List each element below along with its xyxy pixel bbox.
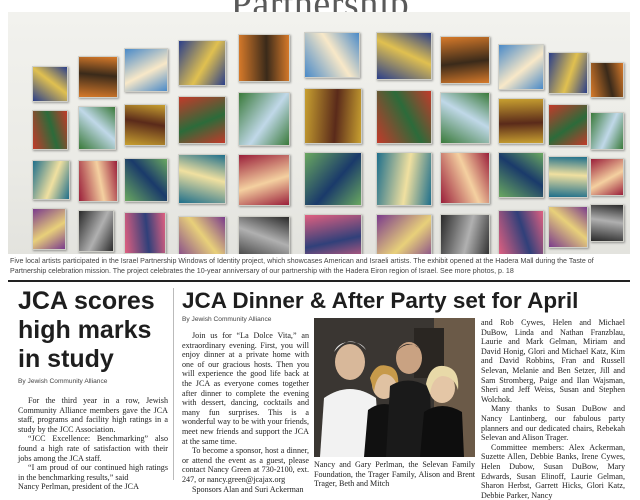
artwork-tile <box>440 36 490 84</box>
artwork-tile <box>124 212 166 254</box>
paragraph: and Rob Cywes, Helen and Michael DuBow, Linda and Nathan Franzblau, Laurie and Mark Gelman, Miriam and David Honig, Glori and Michael Katz, Kim and David Robbins, Fran and Russell Selevan, Melanie and Ben Setzer, Jill and Sam Stromberg, Paige and Ilan Wajsman, Sheri and Jeff Weiss, Susan and Stephen Wolchok. <box>481 318 625 404</box>
artwork-tile <box>304 152 362 206</box>
artwork-tile <box>440 214 490 254</box>
artwork-tile <box>498 98 544 144</box>
paragraph: For the third year in a row, Jewish Community Alliance members gave the JCA staff, programs and facility high ratings in a study by the JCC Association. <box>18 396 168 434</box>
artwork-tile <box>32 208 66 250</box>
artwork-tile <box>304 32 360 78</box>
paragraph: Committee members: Alex Ackerman, Suzette Allen, Debbie Banks, Irene Cywes, Helen Dubow, Susan DuBow, Mary Edwards, Susan Elinoff, Laurie Gelman, Sharon Herbst, Garrett Hicks, Glori Katz, Debbie Parker, Nancy <box>481 442 625 500</box>
artwork-tile <box>178 96 226 144</box>
artwork-tile <box>78 106 116 150</box>
artwork-tile <box>548 156 588 198</box>
artwork-tile <box>440 92 490 144</box>
artwork-tile <box>238 216 290 254</box>
artwork-tile <box>32 160 70 200</box>
paragraph: “JCC Excellence: Benchmarking” also found a high rate of satisfaction with their jobs among the JCA staff. <box>18 434 168 463</box>
paragraph: Join us for “La Dolce Vita,” an extraordinary evening. First, you will enjoy dinner at a private home with one of our gracious hosts. Then you will experience the good life back at the JCA as everyone comes together after dinner to complete the evening with dessert, dancing, cocktails and many fun surprises. This is a wonderful way to be with your friends, meet new friends and support the JCA at the same time. <box>182 331 309 446</box>
artwork-tile <box>124 158 168 202</box>
artwork-tile <box>376 32 432 80</box>
artwork-tile <box>590 112 624 150</box>
artwork-tile <box>590 204 624 242</box>
paragraph: “I am proud of our continued high ratings in the benchmarking results,” said <box>18 463 168 482</box>
byline-right: By Jewish Community Alliance <box>182 316 272 323</box>
artwork-tile <box>376 214 432 254</box>
artwork-tile <box>498 210 544 254</box>
artwork-tile <box>590 158 624 196</box>
artwork-tile <box>304 214 362 254</box>
artwork-tile <box>376 90 432 144</box>
artwork-tile <box>178 154 226 204</box>
artwork-tile <box>238 154 290 206</box>
column-divider <box>173 288 174 480</box>
event-hosts-photo <box>314 318 475 457</box>
event-photo-caption: Nancy and Gary Perlman, the Selevan Family Foundation, the Trager Family, Alison and Brent Trager, Beth and Mitch <box>314 460 475 489</box>
paragraph: To become a sponsor, host a dinner, or attend the event as a guest, please contact Nancy Green at 730-2100, ext. 247, or nancy.green@jcajax.org <box>182 446 309 484</box>
left-article-body <box>18 396 168 492</box>
artwork-tile <box>498 152 544 198</box>
artwork-tile <box>548 52 588 94</box>
artwork-tile <box>548 104 588 146</box>
artwork-tile <box>548 206 588 248</box>
paragraph: Nancy Perlman, president of the JCA <box>18 482 139 492</box>
artwork-tile <box>498 44 544 90</box>
artwork-tile <box>238 34 290 82</box>
section-divider <box>8 280 630 282</box>
artwork-tile <box>78 210 114 252</box>
people-photo-icon <box>314 318 475 457</box>
artwork-tile <box>78 56 118 98</box>
right-article-col3 <box>481 318 625 500</box>
artwork-tile <box>178 216 226 254</box>
paragraph: Sponsors Alan and Suri Ackerman <box>192 484 304 494</box>
artwork-tile <box>124 48 168 92</box>
artwork-tile <box>590 62 624 98</box>
artwork-tile <box>304 88 362 144</box>
artwork-tile <box>32 66 68 102</box>
right-article-col1 <box>182 331 309 494</box>
artwork-tile <box>78 160 118 202</box>
artwork-tile <box>178 40 226 86</box>
art-exhibit-photo <box>8 12 630 254</box>
artwork-tile <box>124 104 166 146</box>
photo-caption: Five local artists participated in the Israel Partnership Windows of Identity project, which showcases American and Israeli artists. The exhibit opened at the Hadera Mall during the Taste of Partnership celebration mission. The project celebrates the 10-year anniversary of our partnership with the Hadera Eiron region of Israel. See more photos, p. 18 <box>10 257 594 275</box>
artwork-tile <box>32 110 68 150</box>
artwork-tile <box>238 92 290 146</box>
paragraph: Many thanks to Susan DuBow and Nancy Lantinberg, our fabulous party planners and our dedicated chairs, Rebekah Selevan and Alison Trager. <box>481 404 625 443</box>
artwork-tile <box>440 152 490 204</box>
artwork-tile <box>376 152 432 206</box>
headline-jca-scores: JCA scores high marks in study <box>18 287 155 373</box>
headline-dinner-party: JCA Dinner & After Party set for April <box>182 288 579 313</box>
byline-left: By Jewish Community Alliance <box>18 378 108 385</box>
